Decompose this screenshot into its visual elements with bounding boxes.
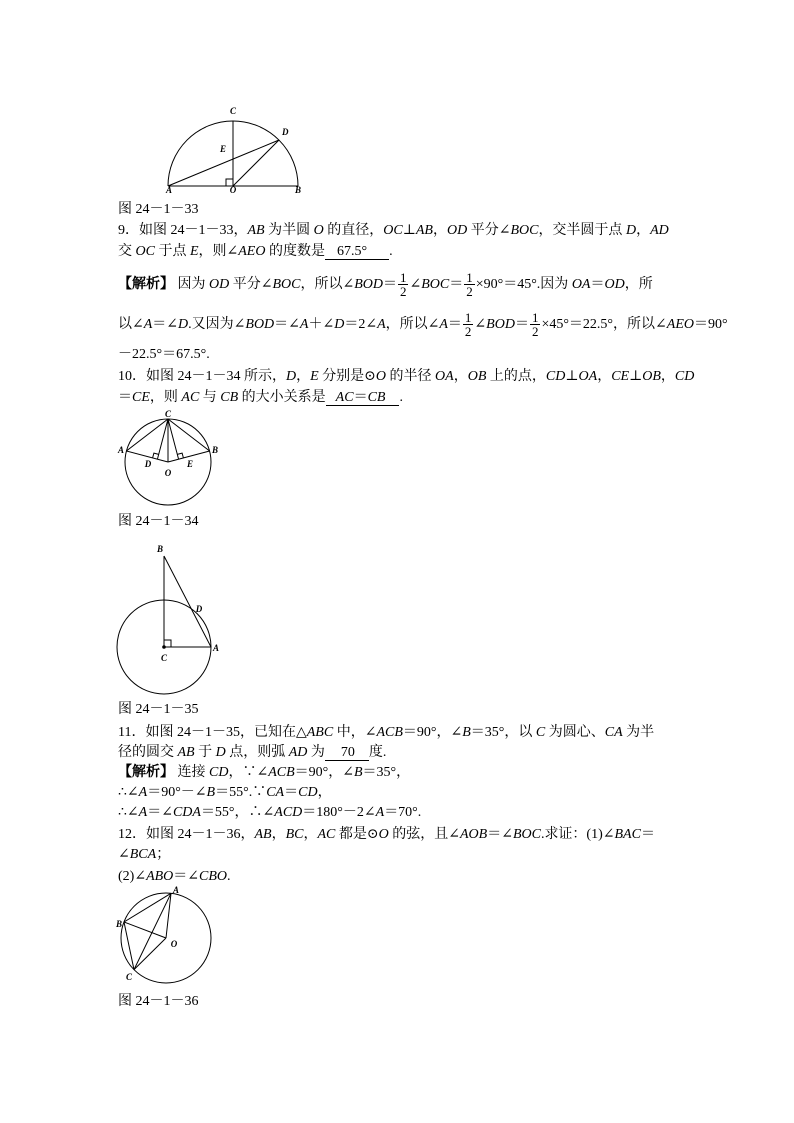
figure-24-1-35 — [108, 538, 228, 700]
point-label-e: E — [220, 144, 227, 154]
problem-12-line-2: ∠BCA； — [118, 847, 171, 862]
point-label-c: C — [229, 106, 237, 116]
problem-9-analysis-line-2 — [118, 307, 728, 343]
radius-oa — [166, 893, 171, 938]
analysis-text: ∠BOC＝ — [409, 277, 464, 292]
analysis-text: ∠BOD＝ — [474, 317, 529, 332]
analysis-text: 连接 CD，∵∠ACB＝90°，∠B＝35°， — [174, 765, 411, 780]
fraction-one-half — [464, 271, 475, 298]
segment-ba — [164, 556, 211, 647]
fraction-denominator: 2 — [399, 284, 407, 300]
problem-12-line-3: (2)∠ABO＝∠CBO. — [118, 869, 231, 884]
problem-11-analysis-line-2: ∴∠A＝90°－∠B＝55°.∵CA＝CD， — [118, 785, 332, 800]
point-label-b: B — [156, 544, 164, 554]
point-label-a: A — [173, 885, 180, 895]
point-label-b: B — [115, 919, 123, 929]
point-label-d: D — [282, 127, 289, 137]
point-label-o: O — [170, 939, 178, 949]
point-label-d: D — [144, 459, 152, 469]
fraction-denominator: 2 — [466, 284, 473, 300]
chord-bc — [124, 922, 134, 970]
caption-24-1-36: 图 24－1－36 — [118, 994, 199, 1009]
problem-9-line-2-text: 交 OC 于点 E，则∠AEO 的度数是 — [118, 244, 325, 259]
fraction-numerator: 1 — [399, 270, 407, 286]
caption-24-1-35: 图 24－1－35 — [118, 702, 199, 717]
analysis-text: 因为 OD 平分∠BOC，所以∠BOD＝ — [174, 277, 397, 292]
point-label-c: C — [164, 409, 172, 419]
problem-9-line-1: 9．如图 24－1－33，AB 为半圆 O 的直径，OC⊥AB，OD 平分∠BOC，交半圆于点 D，AD — [118, 223, 669, 238]
analysis-label: 【解析】 — [118, 765, 174, 780]
point-label-a: A — [165, 185, 173, 195]
problem-10-answer: AC＝CB — [326, 390, 400, 406]
segment-od — [233, 140, 279, 186]
point-label-b: B — [294, 185, 302, 195]
problem-11-line-1: 11．如图 24－1－35，已知在△ABC 中，∠ACB＝90°，∠B＝35°，以 C 为圆心、CA 为半 — [118, 725, 655, 740]
point-label-e: E — [186, 459, 194, 469]
problem-9-analysis-line-3: －22.5°＝67.5°. — [118, 347, 210, 362]
segment-cd — [157, 419, 168, 459]
analysis-text: ×45°＝22.5°，所以∠AEO＝90° — [541, 317, 728, 332]
figure-24-1-34 — [110, 400, 230, 515]
radius-ob — [124, 922, 166, 938]
analysis-label: 【解析】 — [118, 277, 174, 292]
point-label-a: A — [117, 445, 125, 455]
fraction-numerator: 1 — [531, 310, 539, 326]
fraction-denominator: 2 — [464, 324, 472, 340]
problem-9-line-2-end: . — [389, 244, 393, 259]
center-point-c — [162, 645, 166, 649]
problem-11-line-2-end: 度. — [368, 745, 387, 760]
point-label-c: C — [125, 972, 133, 982]
problem-11-analysis-line-3: ∴∠A＝∠CDA＝55°，∴∠ACD＝180°－2∠A＝70°. — [118, 805, 422, 820]
fraction-one-half — [530, 311, 541, 338]
problem-9-analysis-line-1 — [118, 267, 653, 303]
point-label-c: C — [160, 653, 168, 663]
problem-12-line-1: 12．如图 24－1－36，AB，BC，AC 都是⊙O 的弦，且∠AOB＝∠BOC.求证：(1)∠BAC＝ — [118, 827, 655, 842]
point-label-o: O — [164, 468, 172, 478]
fraction-one-half — [398, 271, 409, 298]
problem-11-analysis-line-1 — [118, 764, 410, 782]
problem-10-line-2-text: ＝CE，则 AC 与 CB 的大小关系是 — [118, 390, 326, 405]
problem-11-answer: 70 — [325, 745, 369, 761]
point-label-a: A — [212, 643, 220, 653]
problem-9-answer: 67.5° — [325, 244, 389, 260]
problem-10-line-2-end: . — [399, 390, 403, 405]
problem-10-line-1: 10．如图 24－1－34 所示，D，E 分别是⊙O 的半径 OA，OB 上的点，CD⊥OA，CE⊥OB，CD — [118, 369, 695, 384]
analysis-text: ×90°＝45°.因为 OA＝OD，所 — [475, 277, 653, 292]
fraction-one-half — [463, 311, 474, 338]
segment-ce — [168, 419, 179, 459]
radius-oc — [134, 938, 166, 970]
problem-11-line-2 — [118, 744, 386, 762]
fraction-denominator: 2 — [531, 324, 539, 340]
fraction-numerator: 1 — [466, 270, 473, 286]
point-label-o: O — [229, 185, 237, 195]
point-label-d: D — [195, 604, 203, 614]
problem-9-line-2 — [118, 243, 393, 261]
analysis-text: 以∠A＝∠D.又因为∠BOD＝∠A＋∠D＝2∠A，所以∠A＝ — [118, 317, 462, 332]
caption-24-1-34: 图 24－1－34 — [118, 514, 199, 529]
figure-24-1-33 — [150, 95, 320, 200]
caption-24-1-33: 图 24－1－33 — [118, 202, 199, 217]
figure-24-1-36 — [108, 882, 220, 990]
point-label-b: B — [211, 445, 219, 455]
fraction-numerator: 1 — [464, 310, 472, 326]
problem-11-line-2-text: 径的圆交 AB 于 D 点，则弧 AD 为 — [118, 745, 325, 760]
